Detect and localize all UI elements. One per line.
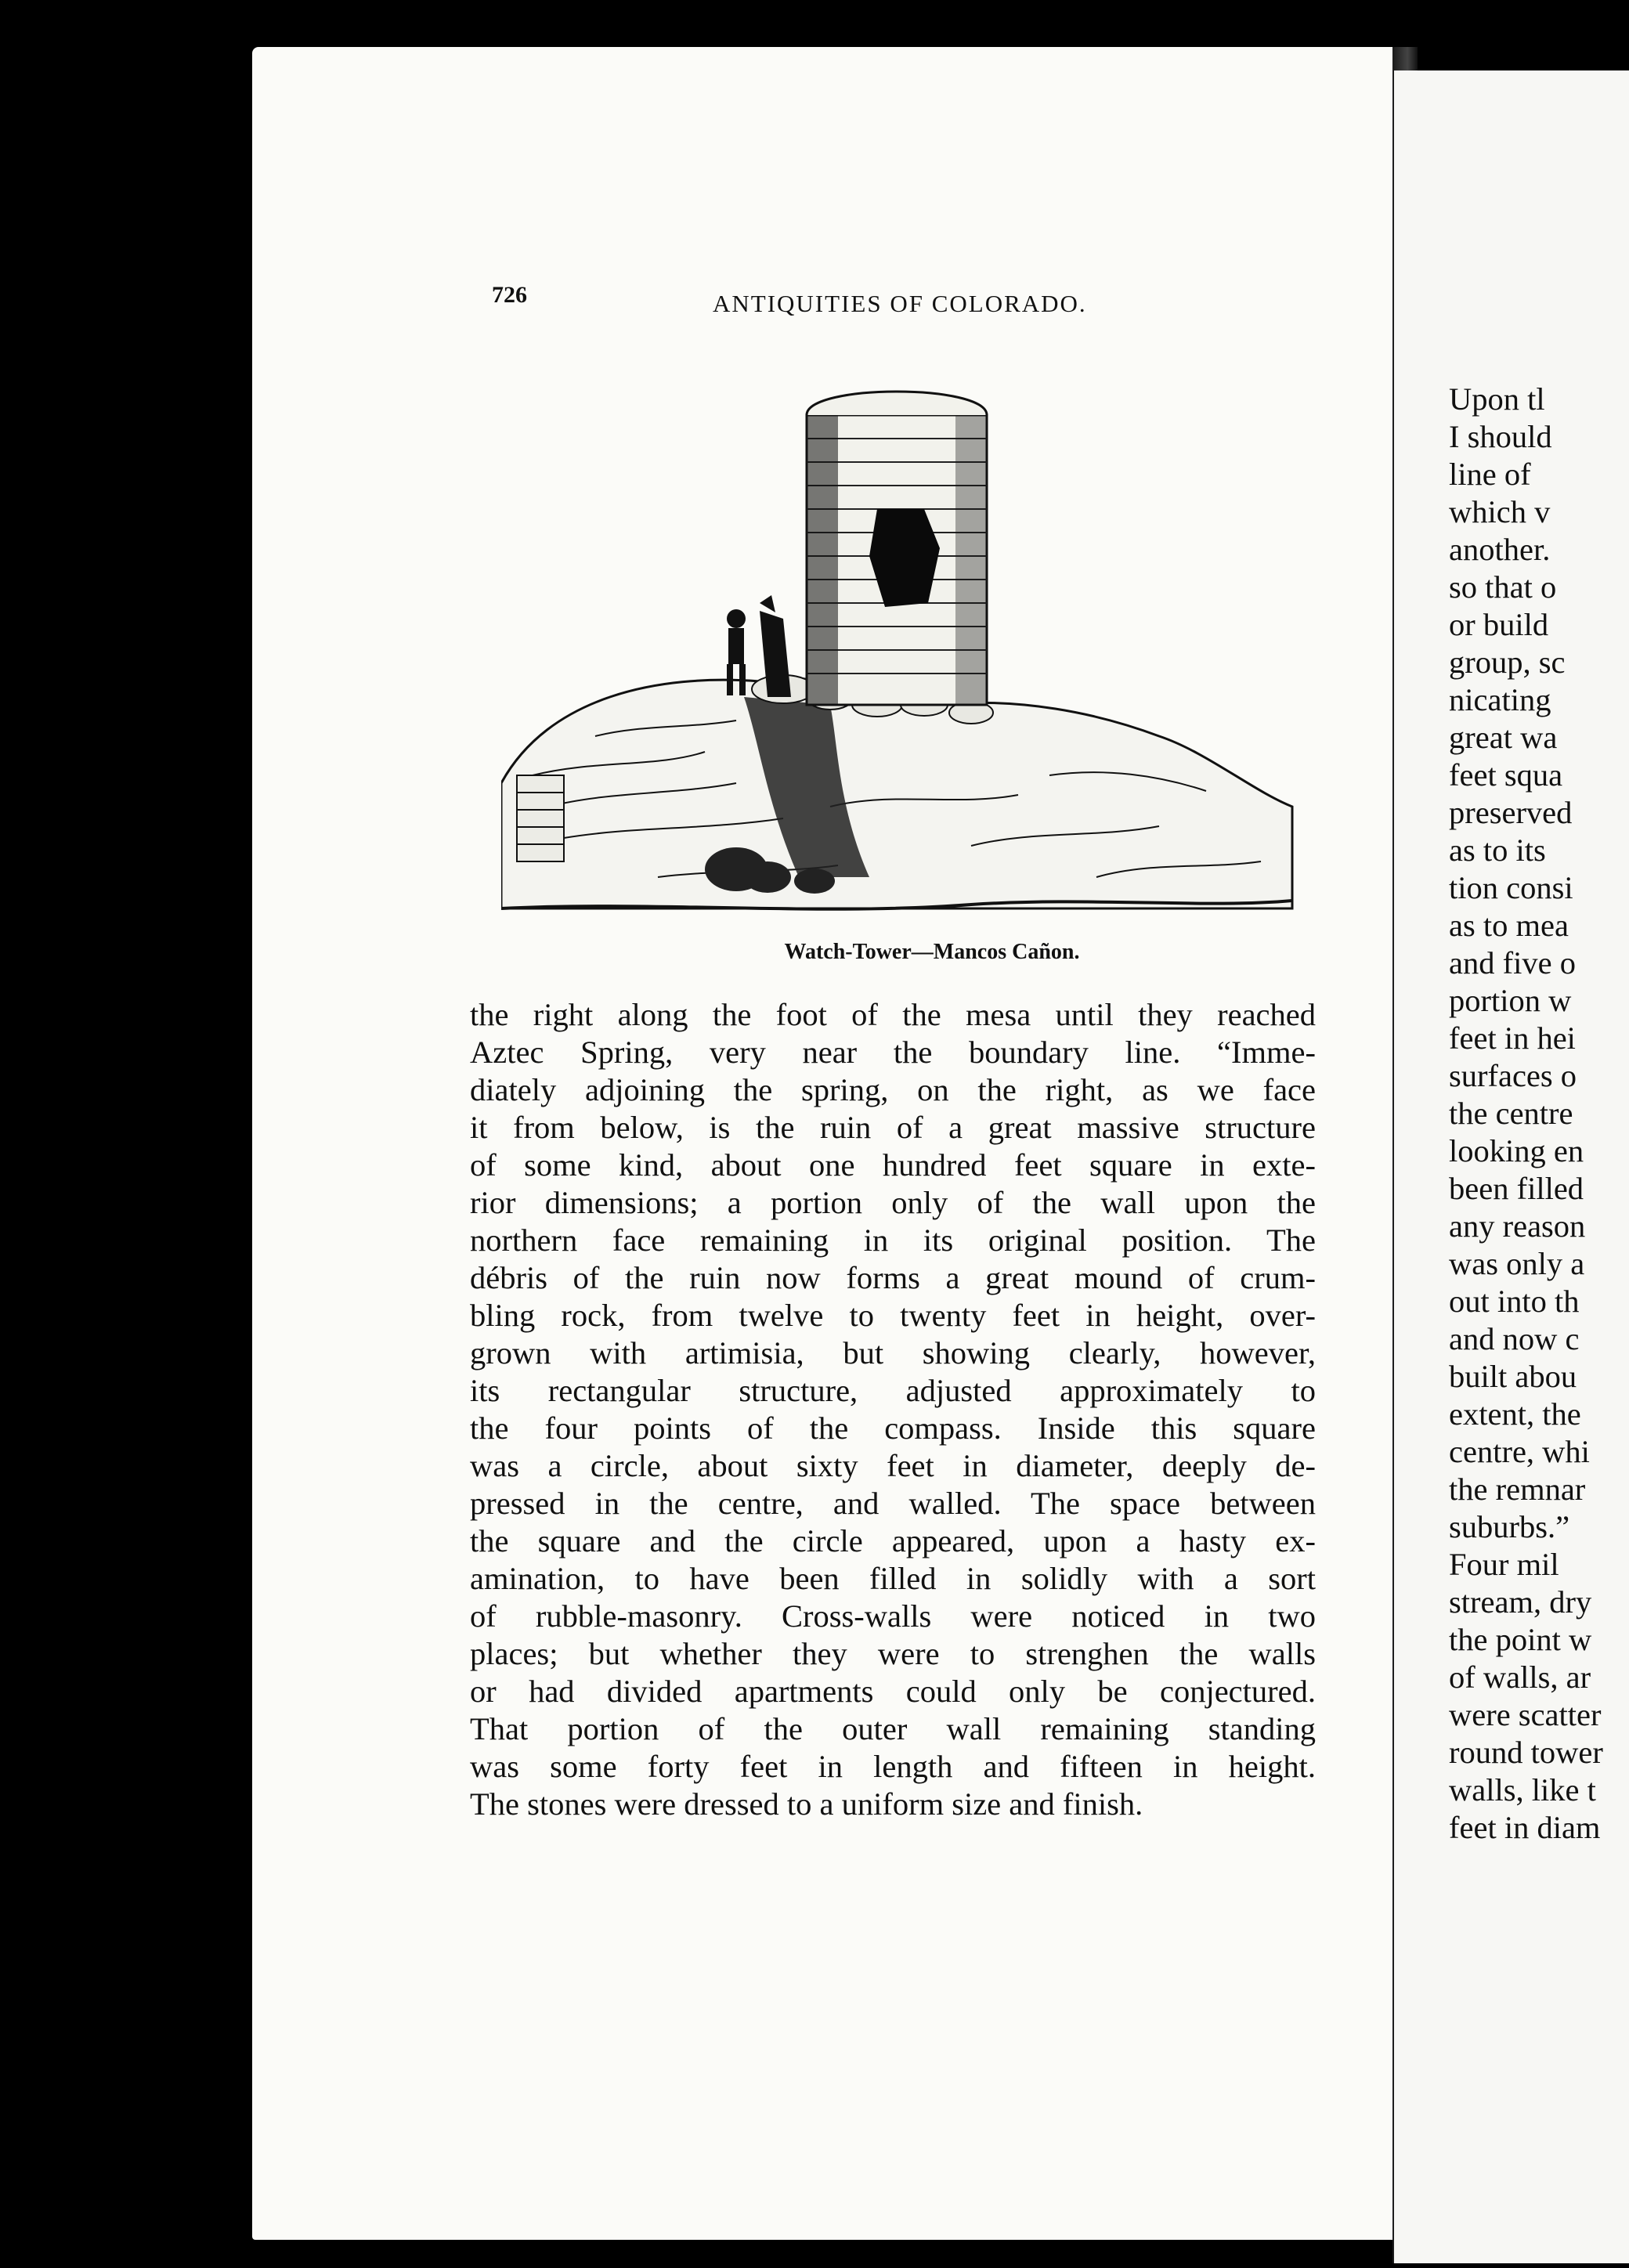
- right-text-line: as to mea: [1449, 908, 1569, 943]
- right-text-line: any reason: [1449, 1208, 1586, 1244]
- right-text-line: I should: [1449, 419, 1552, 454]
- text-line: the square and the circle appeared, upon a hasty ex-: [470, 1523, 1316, 1558]
- right-text-line: nicating: [1449, 682, 1551, 717]
- right-text-line: extent, the: [1449, 1396, 1581, 1432]
- right-text-line: portion w: [1449, 983, 1572, 1018]
- right-text-line: the centre: [1449, 1096, 1573, 1131]
- watch-tower-illustration: [501, 368, 1300, 932]
- right-text-line: suburbs.”: [1449, 1509, 1570, 1544]
- right-text-line: and five o: [1449, 945, 1576, 981]
- text-line: of rubble-masonry. Cross-walls were noticed in two: [470, 1598, 1316, 1634]
- text-line: the four points of the compass. Inside this square: [470, 1410, 1316, 1446]
- text-line: amination, to have been filled in solidly with a sort: [470, 1561, 1316, 1596]
- text-line: northern face remaining in its original position. The: [470, 1222, 1316, 1258]
- right-text-line: out into th: [1449, 1284, 1580, 1319]
- text-line: débris of the ruin now forms a great mound of crum-: [470, 1260, 1316, 1295]
- text-line: was a circle, about sixty feet in diameter, deeply de-: [470, 1448, 1316, 1483]
- text-line: rior dimensions; a portion only of the wall upon the: [470, 1185, 1316, 1220]
- right-text-line: and now c: [1449, 1321, 1580, 1356]
- right-text-line: looking en: [1449, 1133, 1584, 1168]
- right-text-line: which v: [1449, 494, 1551, 529]
- text-line: pressed in the centre, and walled. The space between: [470, 1486, 1316, 1521]
- text-line: bling rock, from twelve to twenty feet in height, over-: [470, 1298, 1316, 1333]
- text-line: of some kind, about one hundred feet square in exte-: [470, 1147, 1316, 1183]
- right-text-line: tion consi: [1449, 870, 1573, 905]
- right-text-line: walls, like t: [1449, 1772, 1596, 1808]
- right-text-line: were scatter: [1449, 1697, 1602, 1732]
- text-line: That portion of the outer wall remaining standing: [470, 1711, 1316, 1746]
- right-text-line: of walls, ar: [1449, 1659, 1591, 1695]
- text-line: its rectangular structure, adjusted approximately to: [470, 1373, 1316, 1408]
- right-text-line: Upon tl: [1449, 381, 1545, 417]
- right-text-line: round tower: [1449, 1735, 1603, 1770]
- right-text-line: surfaces o: [1449, 1058, 1577, 1093]
- text-line: Aztec Spring, very near the boundary line. “Imme-: [470, 1035, 1316, 1070]
- right-text-line: feet in hei: [1449, 1020, 1576, 1056]
- right-text-line: centre, whi: [1449, 1434, 1590, 1469]
- right-text-line: preserved: [1449, 795, 1573, 830]
- right-text-line: group, sc: [1449, 645, 1566, 680]
- running-title: ANTIQUITIES OF COLORADO.: [713, 290, 1087, 317]
- text-line: or had divided apartments could only be conjectured.: [470, 1674, 1316, 1709]
- text-line: was some forty feet in length and fifteen in height.: [470, 1749, 1316, 1784]
- page-number: 726: [492, 282, 527, 308]
- right-text-line: great wa: [1449, 720, 1558, 755]
- right-text-line: as to its: [1449, 832, 1546, 868]
- right-text-line: feet squa: [1449, 757, 1563, 793]
- figure-caption: Watch-Tower—Mancos Cañon.: [784, 940, 1080, 964]
- text-line: diately adjoining the spring, on the right, as we face: [470, 1072, 1316, 1107]
- right-text-line: Four mil: [1449, 1547, 1559, 1582]
- right-text-line: another.: [1449, 532, 1551, 567]
- right-text-line: stream, dry: [1449, 1584, 1592, 1620]
- right-text-line: the remnar: [1449, 1472, 1586, 1507]
- right-text-line: been filled: [1449, 1171, 1584, 1206]
- right-text-line: or build: [1449, 607, 1549, 642]
- body-text: [470, 996, 1316, 1823]
- right-text-line: the point w: [1449, 1622, 1592, 1657]
- text-line: The stones were dressed to a uniform size and finish.: [470, 1786, 1143, 1822]
- text-line: grown with artimisia, but showing clearly, however,: [470, 1335, 1316, 1371]
- text-line: it from below, is the ruin of a great massive structure: [470, 1110, 1316, 1145]
- right-page-text: [1449, 381, 1629, 1847]
- text-line: the right along the foot of the mesa until they reached: [470, 997, 1316, 1032]
- text-line: places; but whether they were to strenghen the walls: [470, 1636, 1316, 1671]
- right-text-line: feet in diam: [1449, 1810, 1601, 1845]
- right-text-line: line of: [1449, 457, 1531, 492]
- right-text-line: built abou: [1449, 1359, 1577, 1394]
- right-text-line: so that o: [1449, 569, 1557, 605]
- right-text-line: was only a: [1449, 1246, 1585, 1281]
